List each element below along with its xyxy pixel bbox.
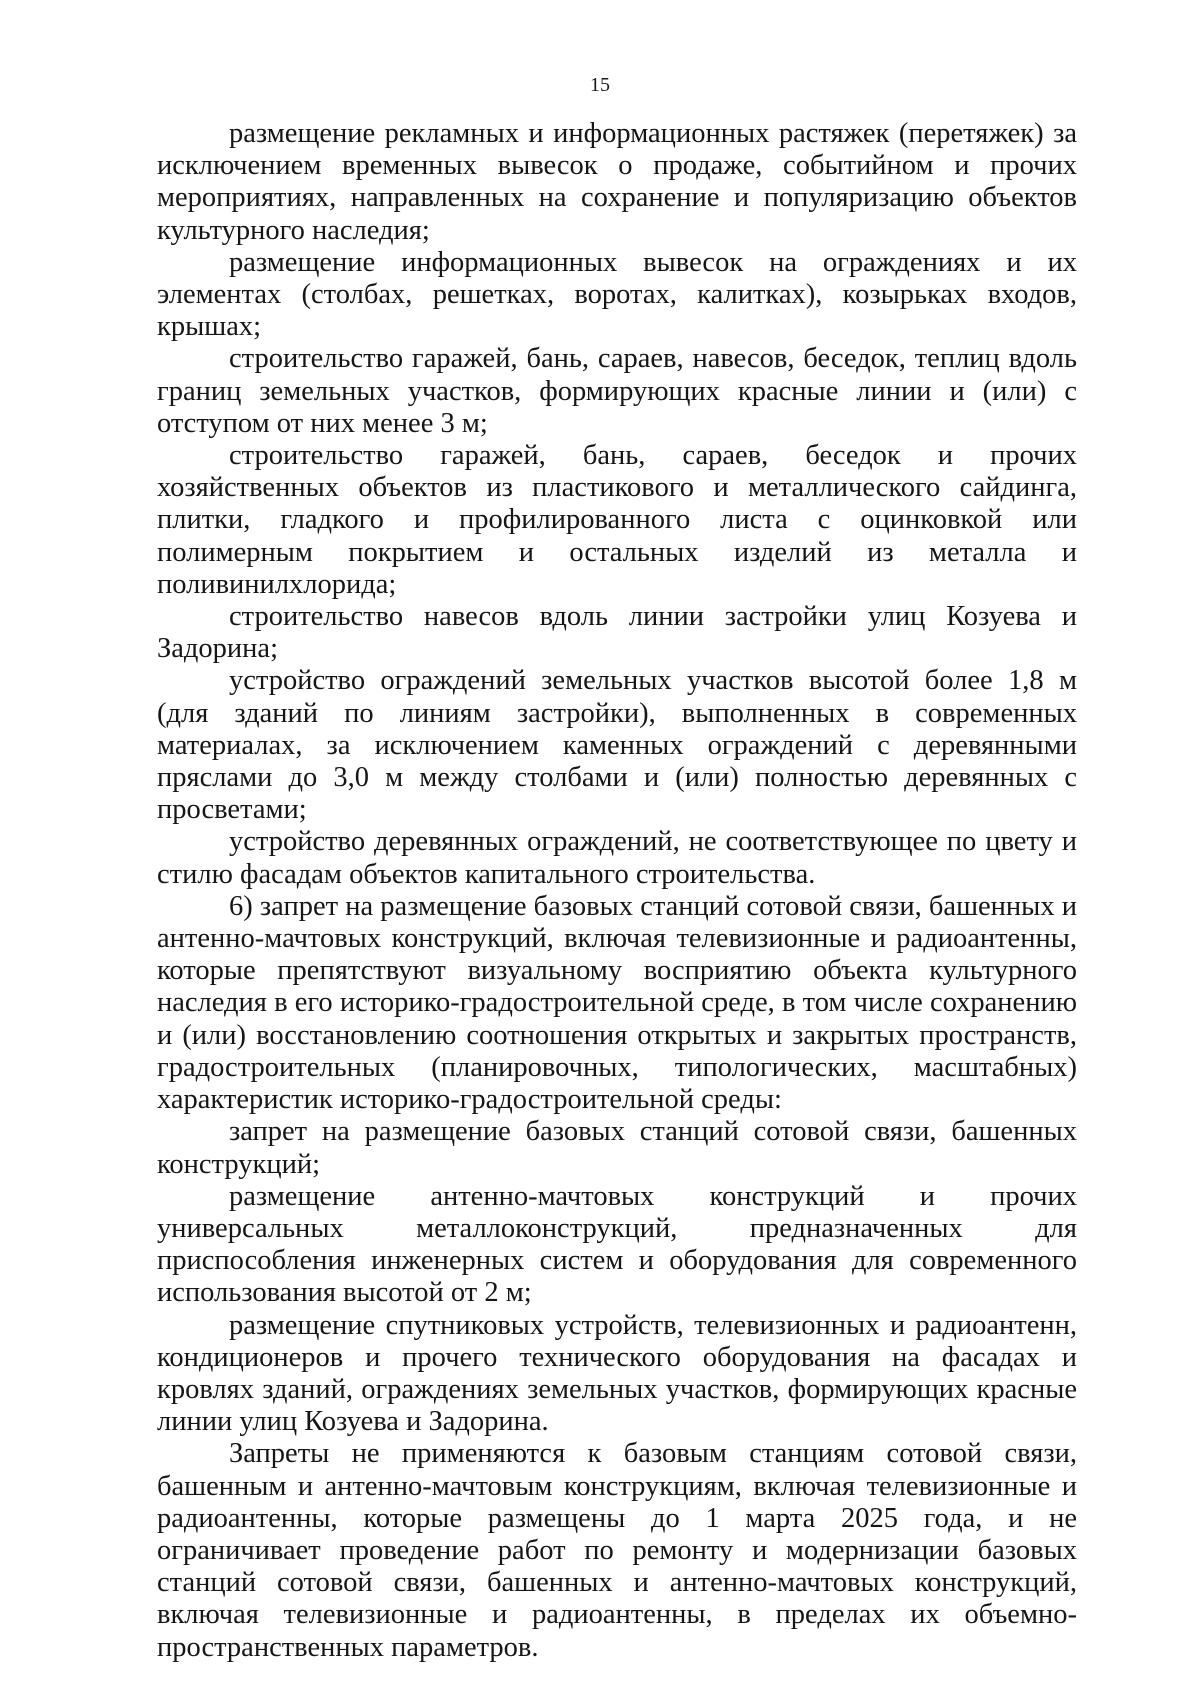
paragraph-ban-base-stations: запрет на размещение базовых станций сотовой связи, башенных конструкций; [157,1116,1077,1180]
document-body [157,118,1077,1664]
paragraph-wooden-fences-style: устройство деревянных ограждений, не соответствующее по цвету и стилю фасадам объектов капитального строительства. [157,826,1077,890]
paragraph-canopies-along-streets: строительство навесов вдоль линии застройки улиц Козуева и Задорина; [157,601,1077,665]
paragraph-garages-along-boundaries: строительство гаражей, бань, сараев, навесов, беседок, теплиц вдоль границ земельных участков, формирующих красные линии и (или) с отступом от них менее 3 м; [157,343,1077,439]
paragraph-antenna-mast-structures: размещение антенно-мачтовых конструкций и прочих универсальных металлоконструкций, предназначенных для приспособления инженерных систем и оборудования для современного использования высотой от 2 м; [157,1180,1077,1309]
paragraph-garages-siding-materials: строительство гаражей, бань, сараев, беседок и прочих хозяйственных объектов из пластикового и металлического сайдинга, плитки, гладкого и профилированного листа с оцинковкой или полимерным покрытием и остальных изделий из металла и поливинилхлорида; [157,440,1077,600]
paragraph-advertising-stretch: размещение рекламных и информационных растяжек (перетяжек) за исключением временных вывесок о продаже, событийном и прочих мероприятиях, направленных на сохранение и популяризацию объектов культурного наследия; [157,118,1077,246]
paragraph-satellite-devices: размещение спутниковых устройств, телевизионных и радиоантенн, кондиционеров и прочего технического оборудования на фасадах и кровлях зданий, ограждениях земельных участков, формирующих красные линии улиц Козуева и Задорина. [157,1309,1077,1438]
paragraph-fence-height: устройство ограждений земельных участков высотой более 1,8 м (для зданий по линиям застройки), выполненных в современных материалах, за исключением каменных ограждений с деревянными пряслами до 3,0 м между столбами и (или) полностью деревянных с просветами; [157,665,1077,826]
page-number: 15 [590,74,610,96]
paragraph-exceptions: Запреты не применяются к базовым станциям сотовой связи, башенным и антенно-мачтовым конструкциям, включая телевизионные и радиоантенны, которые размещены до 1 марта 2025 года, и не ограничивает проведение работ по ремонту и модернизации базовых станций сотовой связи, башенных и антенно-мачтовых конструкций, включая телевизионные и радиоантенны, в пределах их объемно-пространственных параметров. [157,1438,1077,1663]
paragraph-item-6-base-stations: 6) запрет на размещение базовых станций сотовой связи, башенных и антенно-мачтовых конструкций, включая телевизионные и радиоантенны, которые препятствуют визуальному восприятию объекта культурного наследия в его историко-градостроительной среде, в том числе сохранению и (или) восстановлению соотношения открытых и закрытых пространств, градостроительных (планировочных, типологических, масштабных) характеристик историко-градостроительной среды: [157,890,1077,1116]
paragraph-info-signs-on-fences: размещение информационных вывесок на ограждениях и их элементах (столбах, решетках, воротах, калитках), козырьках входов, крышах; [157,246,1077,343]
